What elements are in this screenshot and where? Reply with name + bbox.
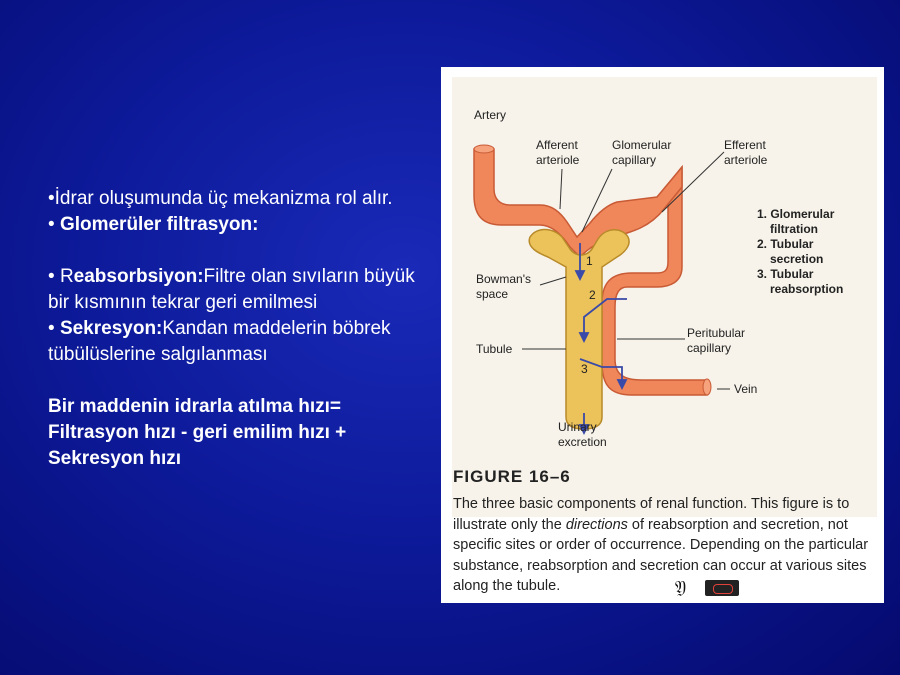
renal-diagram-svg [452,77,877,462]
reabsorption-label: eabsorbsiyon: [73,266,204,287]
legend-2b: secretion [770,252,824,266]
label-glomerular: Glomerular [612,138,672,152]
reabsorption-text: Filtre olan sıvıların büyük bir kısmının tekrar geri emilmesi [48,266,415,313]
reabsorption-prefix: R [59,266,74,287]
caption-italic: directions [565,516,628,533]
label-afferent: Afferent [536,138,578,152]
secretion-label: Sekresyon: [59,318,163,339]
step-3: 3 [581,362,588,376]
legend-1: 1. Glomerular [757,207,835,221]
label-vein: Vein [734,382,758,396]
artery-end [474,145,494,153]
label-space: space [476,287,509,301]
caption-part-2: of reabsorption and secretion, not specific sites or order of occurrence. Depending on the particular substance, reabsorption and secretion can occur at various sites along the tubule. [453,516,869,594]
label-urinary: Urinary [558,420,597,434]
legend-3b: reabsorption [770,282,844,296]
cd-icon [705,580,739,596]
bullet-intro: •İdrar oluşumunda üç mekanizma rol alır. [48,188,393,209]
label-artery: Artery [474,108,507,122]
caption-part-1: The three basic components of renal function. This figure is to illustrate only the [453,496,850,533]
filtration-label: Glomerüler filtrasyon: [59,214,259,235]
label-tubule: Tubule [476,342,513,356]
label-efferent: Efferent [724,138,766,152]
label-arteriole-2: arteriole [724,153,768,167]
vein-end [703,379,711,395]
label-excretion: excretion [558,435,607,449]
formula-text: Bir maddenin idrarla atılma hızı= Filtrasyon hızı - geri emilim hızı + Sekresyon hızı [48,396,347,469]
legend-2: 2. Tubular [757,237,814,251]
excretion-formula [48,394,428,472]
label-bowmans: Bowman's [476,272,531,286]
bullet-reabsorption: • Reabsorbsiyon:Filtre olan sıvıların büyük bir kısmının tekrar geri emilmesi [48,266,415,313]
label-peritubular: Peritubular [687,326,746,340]
step-1: 1 [586,254,593,268]
legend-3: 3. Tubular [757,267,814,281]
renal-diagram [452,77,877,517]
label-capillary-1: capillary [612,153,657,167]
publisher-logo-icon: 𝔜 [675,578,687,597]
bullet-filtration: • Glomerüler filtrasyon: [48,214,259,235]
secretion-text: Kandan maddelerin böbrek tübülüslerine salgılanması [48,318,391,365]
figure-card [441,67,884,603]
legend [757,207,843,296]
label-arteriole-1: arteriole [536,153,580,167]
label-capillary-2: capillary [687,341,732,355]
figure-title: FIGURE 16–6 [453,467,571,486]
slide-text-block [48,186,428,472]
legend-1b: filtration [770,222,818,236]
step-2: 2 [589,288,596,302]
figure-caption [453,494,878,597]
bullet-secretion: • Sekresyon:Kandan maddelerin böbrek tübülüslerine salgılanması [48,318,391,365]
